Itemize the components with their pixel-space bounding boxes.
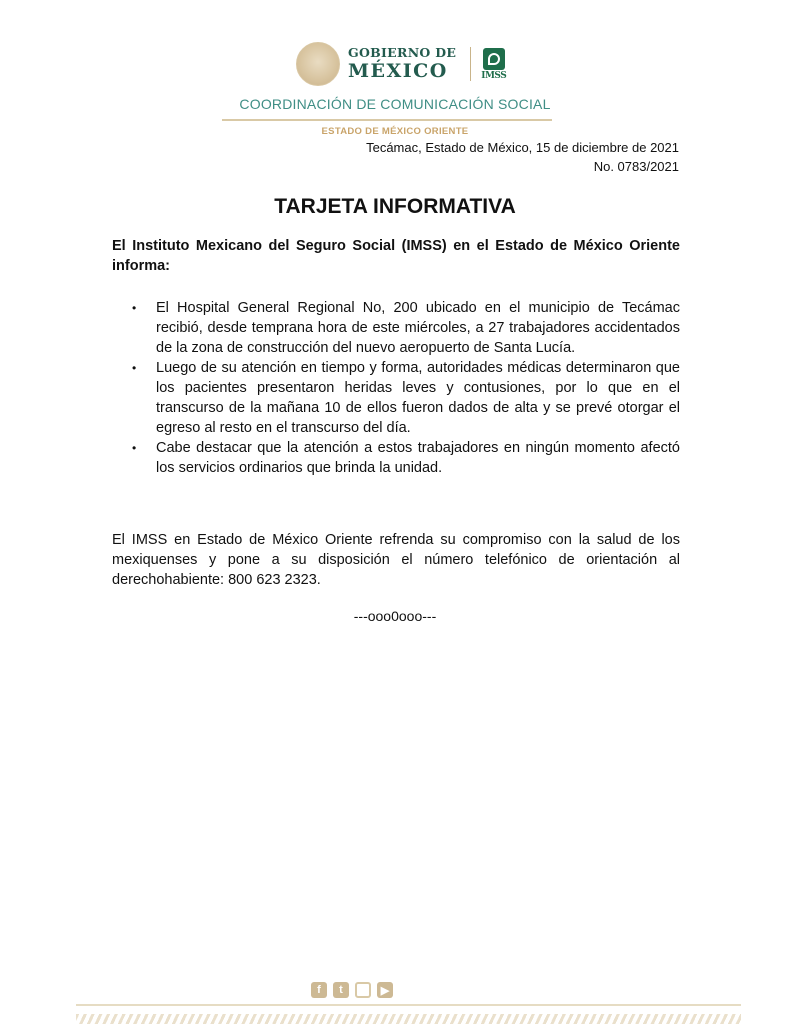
footer-decorative-pattern [76,1014,741,1024]
logo-divider [470,47,471,81]
facebook-icon[interactable]: f [311,982,327,998]
list-item [112,438,680,478]
gobierno-de-mexico-logo [348,47,456,81]
bullet-icon: • [132,361,137,375]
footer-divider [76,1004,741,1006]
twitter-icon[interactable]: t [333,982,349,998]
bullet-icon: • [132,301,137,315]
list-item [112,298,680,358]
list-item [112,358,680,438]
header-divider [222,119,552,121]
bullet-list [112,298,680,478]
bullet-text: Cabe destacar que la atención a estos trabajadores en ningún momento afectó los servicios ordinarios que brinda la unidad. [156,440,680,476]
instagram-icon[interactable] [355,982,371,998]
imss-emblem-icon [483,48,505,70]
bullet-icon: • [132,441,137,455]
coordination-title: COORDINACIÓN DE COMUNICACIÓN SOCIAL [239,96,551,112]
imss-logo [481,48,506,81]
document-title: TARJETA INFORMATIVA [274,195,516,218]
bullet-text: El Hospital General Regional No, 200 ubicado en el municipio de Tecámac recibió, desde temprana hora de este miércoles, a 27 trabajadores accidentados de la zona de construcción del nuevo aeropuerto de Santa Lucía. [156,300,680,356]
intro-paragraph: El Instituto Mexicano del Seguro Social (IMSS) en el Estado de México Oriente informa: [112,238,680,274]
social-links [311,982,393,998]
mexico-seal-icon [296,42,340,86]
document-number: No. 0783/2021 [593,159,679,174]
place-date: Tecámac, Estado de México, 15 de diciembre de 2021 [366,140,679,155]
bullet-text: Luego de su atención en tiempo y forma, autoridades médicas determinaron que los pacientes presentaron heridas leves y contusiones, por lo que en el transcurso de la mañana 10 de ellos fueron dados de alta y se prevé otorgar el egreso al resto en el transcurso del día. [156,360,680,436]
end-mark: ---ooo0ooo--- [353,608,437,624]
imss-label: IMSS [481,70,507,81]
gov-line2: MÉXICO [348,59,448,82]
youtube-icon[interactable]: ▶ [377,982,393,998]
logo-row [296,42,506,86]
document-meta [366,138,679,176]
gov-line1: GOBIERNO DE [348,45,457,61]
closing-paragraph: El IMSS en Estado de México Oriente refrenda su compromiso con la salud de los mexiquenses y pone a su disposición el número telefónico de orientación al derechohabiente: 800 623 2323. [112,532,680,588]
region-label: ESTADO DE MÉXICO ORIENTE [321,126,469,137]
